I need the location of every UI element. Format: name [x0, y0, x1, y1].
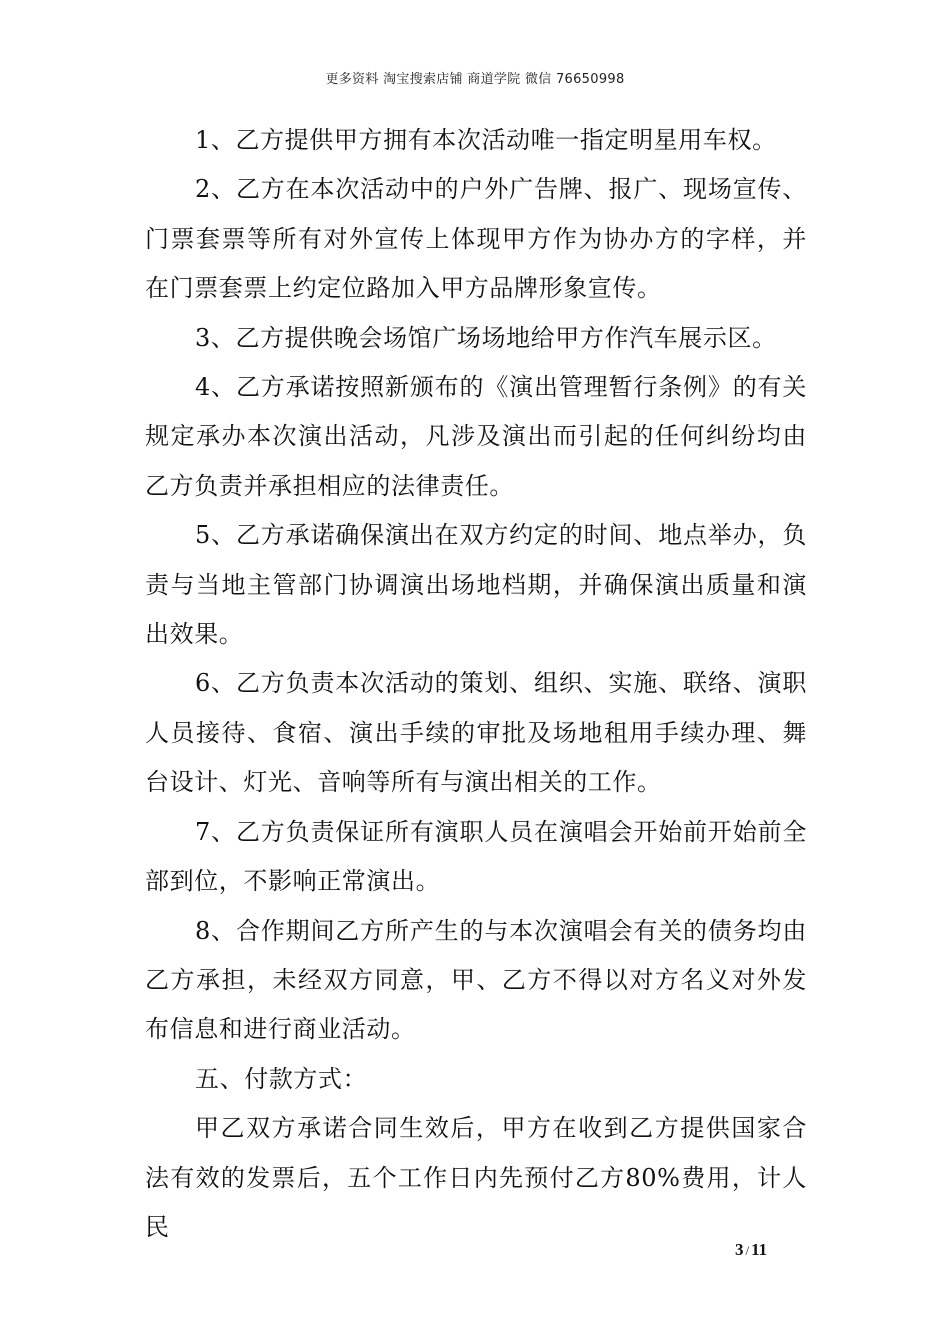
paragraph-clause-4: 4、乙方承诺按照新颁布的《演出管理暂行条例》的有关规定承办本次演出活动，凡涉及演出而引起的任何纠纷均由乙方负责并承担相应的法律责任。 — [145, 373, 807, 500]
page-number — [735, 1240, 767, 1260]
paragraph-clause-1: 1、乙方提供甲方拥有本次活动唯一指定明星用车权。 — [195, 126, 777, 154]
current-page: 3 — [735, 1240, 744, 1259]
paragraph-payment-terms: 甲乙双方承诺合同生效后，甲方在收到乙方提供国家合法有效的发票后，五个工作日内先预付乙方80%费用，计人民 — [145, 1114, 807, 1241]
paragraph-clause-7: 7、乙方负责保证所有演职人员在演唱会开始前开始前全部到位，不影响正常演出。 — [145, 817, 807, 896]
paragraph-clause-2: 2、乙方在本次活动中的户外广告牌、报广、现场宣传、门票套票等所有对外宣传上体现甲方作为协办方的字样，并在门票套票上约定位路加入甲方品牌形象宣传。 — [145, 175, 807, 303]
section-heading-payment: 五、付款方式： — [195, 1064, 368, 1093]
paragraph-clause-5: 5、乙方承诺确保演出在双方约定的时间、地点举办，负责与当地主管部门协调演出场地档期，并确保演出质量和演出效果。 — [145, 521, 807, 649]
header-text: 更多资料 淘宝搜索店铺 商道学院 微信 76650998 — [325, 72, 625, 87]
paragraph-clause-3: 3、乙方提供晚会场馆广场场地给甲方作汽车展示区。 — [195, 323, 777, 352]
page-separator: / — [745, 1243, 750, 1258]
paragraph-clause-6: 6、乙方负责本次活动的策划、组织、实施、联络、演职人员接待、食宿、演出手续的审批及场地租用手续办理、舞台设计、灯光、音响等所有与演出相关的工作。 — [145, 669, 807, 797]
document-body — [145, 116, 807, 1252]
paragraph-clause-8: 8、合作期间乙方所产生的与本次演唱会有关的债务均由乙方承担，未经双方同意，甲、乙方不得以对方名义对外发布信息和进行商业活动。 — [145, 916, 807, 1044]
total-pages: 11 — [751, 1240, 768, 1259]
page-header — [0, 68, 950, 87]
